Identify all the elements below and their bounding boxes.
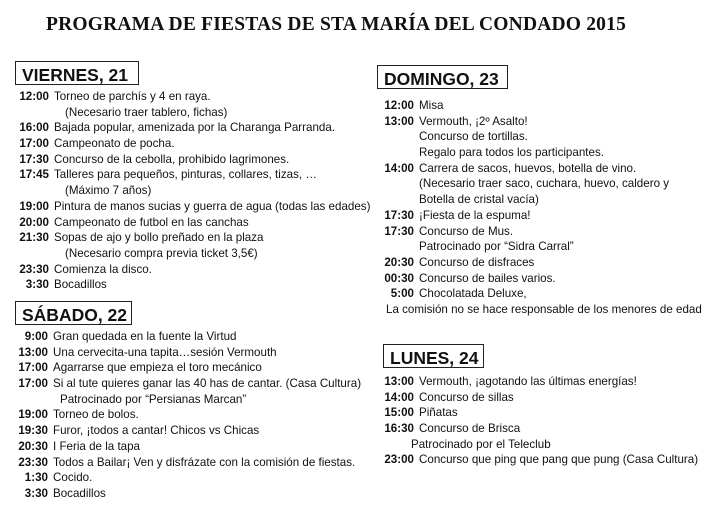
event-description: ¡Fiesta de la espuma! bbox=[419, 208, 531, 222]
event-description: Cocido. bbox=[53, 471, 93, 485]
schedule-lunes bbox=[384, 374, 698, 468]
schedule-row bbox=[382, 98, 669, 114]
event-description: Concurso de la cebolla, prohibido lagrimones. bbox=[54, 152, 290, 166]
event-description: Una cervecita-una tapita…sesión Vermouth bbox=[53, 345, 277, 359]
event-description: Carrera de sacos, huevos, botella de vino. bbox=[419, 161, 637, 175]
schedule-row bbox=[8, 105, 370, 121]
event-time: 15:00 bbox=[384, 406, 414, 420]
schedule-row bbox=[384, 437, 698, 453]
event-time: 23:30 bbox=[18, 455, 48, 469]
event-time: 14:00 bbox=[384, 161, 414, 175]
event-time: 17:30 bbox=[19, 152, 49, 166]
event-description: Bajada popular, amenizada por la Charanga Parranda. bbox=[54, 121, 336, 135]
schedule-row bbox=[382, 176, 669, 192]
schedule-row bbox=[384, 452, 698, 468]
schedule-row bbox=[8, 262, 370, 278]
event-time: 23:30 bbox=[19, 262, 49, 276]
event-description: Concurso de Brisca bbox=[419, 422, 521, 436]
event-description: (Necesario traer saco, cuchara, huevo, caldero y bbox=[419, 177, 670, 191]
schedule-row bbox=[8, 167, 370, 183]
event-description: (Máximo 7 años) bbox=[65, 184, 152, 198]
schedule-row bbox=[8, 183, 370, 199]
event-time: 23:00 bbox=[384, 453, 414, 467]
event-description: Bocadillos bbox=[53, 486, 106, 500]
schedule-row bbox=[382, 145, 669, 161]
event-time: 19:00 bbox=[19, 199, 49, 213]
event-description: Campeonato de pocha. bbox=[54, 137, 175, 151]
schedule-row bbox=[384, 421, 698, 437]
event-description: Patrocinado por el Teleclub bbox=[411, 437, 551, 451]
schedule-row bbox=[384, 390, 698, 406]
schedule-row bbox=[8, 376, 361, 392]
event-description: Concurso de disfraces bbox=[419, 255, 535, 269]
schedule-row bbox=[8, 136, 370, 152]
schedule-row bbox=[8, 423, 361, 439]
event-description: Bocadillos bbox=[54, 278, 107, 292]
event-description: Vermouth, ¡2º Asalto! bbox=[419, 114, 528, 128]
event-description: Agarrarse que empieza el toro mecánico bbox=[53, 361, 262, 375]
schedule-row bbox=[384, 374, 698, 390]
day-heading-sabado: SÁBADO, 22 bbox=[15, 301, 132, 325]
event-description: (Necesario traer tablero, fichas) bbox=[65, 105, 228, 119]
schedule-row bbox=[8, 230, 370, 246]
schedule-row bbox=[382, 286, 669, 302]
event-time: 20:00 bbox=[19, 215, 49, 229]
event-time: 17:30 bbox=[384, 208, 414, 222]
schedule-row bbox=[384, 405, 698, 421]
event-time: 21:30 bbox=[19, 231, 49, 245]
schedule-row bbox=[8, 152, 370, 168]
event-description: Vermouth, ¡agotando las últimas energías! bbox=[419, 375, 637, 388]
schedule-row bbox=[382, 129, 669, 145]
event-description: Talleres para pequeños, pinturas, collares, tizas, … bbox=[54, 168, 317, 182]
day-heading-viernes: VIERNES, 21 bbox=[15, 61, 139, 85]
event-description: Torneo de parchís y 4 en raya. bbox=[54, 90, 211, 103]
schedule-row bbox=[8, 215, 370, 231]
event-description: Pintura de manos sucias y guerra de agua (todas las edades) bbox=[54, 199, 371, 213]
schedule-row bbox=[8, 199, 370, 215]
event-time: 3:30 bbox=[25, 278, 49, 292]
event-time: 17:00 bbox=[19, 137, 49, 151]
event-description: Concurso de tortillas. bbox=[419, 130, 528, 144]
schedule-row bbox=[382, 161, 669, 177]
event-time: 17:00 bbox=[18, 377, 48, 391]
schedule-sabado bbox=[8, 329, 361, 502]
event-time: 13:00 bbox=[18, 345, 48, 359]
schedule-row bbox=[382, 192, 669, 208]
event-time: 20:30 bbox=[384, 255, 414, 269]
event-time: 14:00 bbox=[384, 390, 414, 404]
event-time: 12:00 bbox=[384, 99, 414, 112]
event-description: Si al tute quieres ganar las 40 has de cantar. (Casa Cultura) bbox=[53, 377, 362, 391]
event-time: 16:30 bbox=[384, 422, 414, 436]
schedule-row bbox=[8, 89, 370, 105]
event-time: 17:45 bbox=[19, 168, 49, 182]
schedule-row bbox=[8, 407, 361, 423]
event-time: 17:30 bbox=[384, 224, 414, 238]
day-heading-domingo: DOMINGO, 23 bbox=[377, 65, 508, 89]
event-description: Concurso de Mus. bbox=[419, 224, 514, 238]
event-description: Furor, ¡todos a cantar! Chicos vs Chicas bbox=[53, 424, 260, 438]
event-description: Piñatas bbox=[419, 406, 458, 420]
event-time: 9:00 bbox=[24, 330, 48, 343]
event-description: Torneo de bolos. bbox=[53, 408, 139, 422]
schedule-row bbox=[382, 114, 669, 130]
event-time: 13:00 bbox=[384, 114, 414, 128]
event-time: 00:30 bbox=[384, 271, 414, 285]
schedule-viernes bbox=[8, 89, 370, 293]
event-description: Patrocinado por “Persianas Marcan” bbox=[60, 392, 247, 406]
event-time: 13:00 bbox=[384, 375, 414, 388]
schedule-row bbox=[8, 345, 361, 361]
event-description: Botella de cristal vacía) bbox=[419, 193, 539, 207]
schedule-row bbox=[382, 239, 669, 255]
event-description: Campeonato de futbol en las canchas bbox=[54, 215, 249, 229]
event-description: Patrocinado por “Sidra Carral” bbox=[419, 240, 574, 254]
event-time: 1:30 bbox=[24, 471, 48, 485]
event-time: 20:30 bbox=[18, 439, 48, 453]
event-description: Sopas de ajo y bollo preñado en la plaza bbox=[54, 231, 264, 245]
schedule-row bbox=[8, 277, 370, 293]
schedule-row bbox=[382, 271, 669, 287]
event-time: 19:30 bbox=[18, 424, 48, 438]
event-time: 3:30 bbox=[24, 486, 48, 500]
event-description: Todos a Bailar¡ Ven y disfrázate con la comisión de fiestas. bbox=[53, 455, 356, 469]
event-description: Concurso de sillas bbox=[419, 390, 514, 404]
event-description: Regalo para todos los participantes. bbox=[419, 146, 604, 160]
event-description: Concurso de bailes varios. bbox=[419, 271, 556, 285]
schedule-row bbox=[382, 224, 669, 240]
day-heading-lunes: LUNES, 24 bbox=[383, 344, 484, 368]
event-description: (Necesario compra previa ticket 3,5€) bbox=[65, 246, 258, 260]
schedule-row bbox=[8, 329, 361, 345]
event-description: Concurso que ping que pang que pung (Casa Cultura) bbox=[419, 453, 699, 467]
event-description: Comienza la disco. bbox=[54, 262, 152, 276]
event-time: 12:00 bbox=[19, 90, 49, 103]
event-time: 5:00 bbox=[390, 287, 414, 301]
page-title: PROGRAMA DE FIESTAS DE STA MARÍA DEL CONDADO 2015 bbox=[45, 14, 627, 35]
schedule-row bbox=[8, 486, 361, 502]
event-description: Chocolatada Deluxe, bbox=[419, 287, 527, 301]
event-description: Gran quedada en la fuente la Virtud bbox=[53, 330, 237, 343]
schedule-row bbox=[8, 246, 370, 262]
schedule-row bbox=[382, 255, 669, 271]
schedule-row bbox=[382, 208, 669, 224]
event-description: Misa bbox=[419, 99, 444, 112]
event-description: I Feria de la tapa bbox=[53, 439, 141, 453]
schedule-row bbox=[8, 120, 370, 136]
schedule-domingo bbox=[382, 98, 669, 302]
schedule-row bbox=[8, 439, 361, 455]
event-time: 17:00 bbox=[18, 361, 48, 375]
schedule-row bbox=[8, 470, 361, 486]
schedule-row bbox=[8, 360, 361, 376]
schedule-row bbox=[8, 455, 361, 471]
event-time: 16:00 bbox=[19, 121, 49, 135]
disclaimer-note: La comisión no se hace responsable de los menores de edad bbox=[386, 303, 702, 316]
event-time: 19:00 bbox=[18, 408, 48, 422]
schedule-row bbox=[8, 392, 361, 408]
